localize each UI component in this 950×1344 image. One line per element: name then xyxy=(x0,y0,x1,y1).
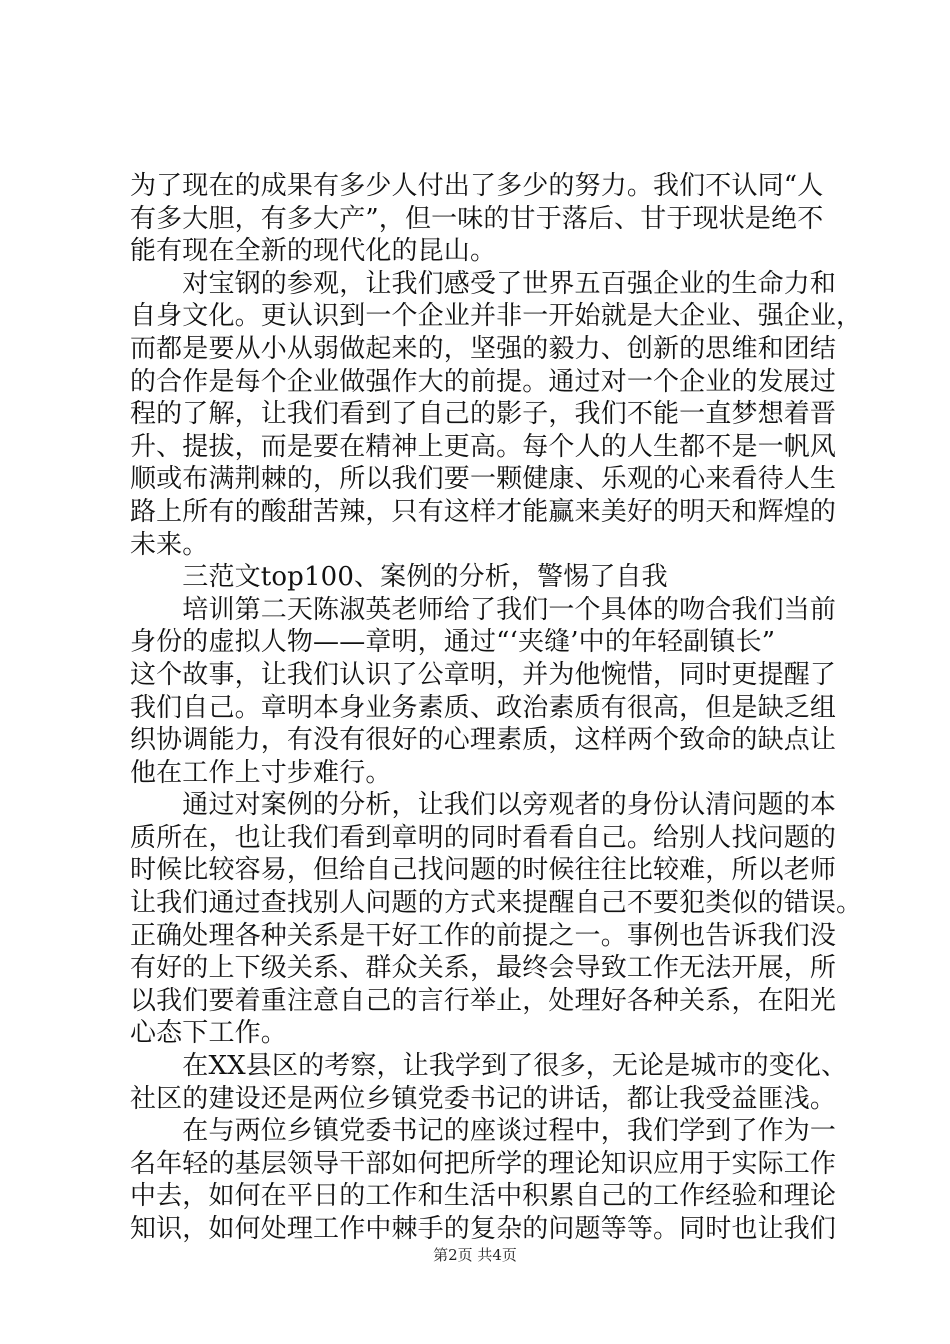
text-line: 质所在，也让我们看到章明的同时看看自己。给别人找问题的 xyxy=(130,822,837,853)
text-line: 对宝钢的参观，让我们感受了世界五百强企业的生命力和 xyxy=(130,268,837,299)
text-line: 这个故事，让我们认识了公章明，并为他惋惜，同时更提醒了 xyxy=(130,659,837,690)
text-line: 有多大胆，有多大产”，但一味的甘于落后、甘于现状是绝不 xyxy=(130,203,824,234)
text-line: 织协调能力，有没有很好的心理素质，这样两个致命的缺点让 xyxy=(130,725,837,756)
text-line: 顺或布满荆棘的，所以我们要一颗健康、乐观的心来看待人生 xyxy=(130,464,837,495)
text-line: 程的了解，让我们看到了自己的影子，我们不能一直梦想着晋 xyxy=(130,399,837,430)
text-line: 身份的虚拟人物——章明，通过“‘夹缝’中的年轻副镇长” xyxy=(130,627,776,658)
text-line: 自身文化。更认识到一个企业并非一开始就是大企业、强企业， xyxy=(130,301,863,332)
text-line: 让我们通过查找别人问题的方式来提醒自己不要犯类似的错误。 xyxy=(130,888,863,919)
text-line: 而都是要从小从弱做起来的，坚强的毅力、创新的思维和团结 xyxy=(130,333,837,364)
text-line: 正确处理各种关系是干好工作的前提之一。事例也告诉我们没 xyxy=(130,920,837,951)
document-body xyxy=(130,170,863,1246)
text-line: 路上所有的酸甜苦辣，只有这样才能赢来美好的明天和辉煌的 xyxy=(130,496,837,527)
text-line: 未来。 xyxy=(130,529,209,560)
text-line: 在XX县区的考察，让我学到了很多，无论是城市的变化、 xyxy=(130,1051,848,1082)
text-line: 有好的上下级关系、群众关系，最终会导致工作无法开展，所 xyxy=(130,953,837,984)
section-heading: 三范文top100、案例的分析，警惕了自我 xyxy=(130,562,668,593)
text-line: 社区的建设还是两位乡镇党委书记的讲话，都让我受益匪浅。 xyxy=(130,1083,837,1114)
text-line: 能有现在全新的现代化的昆山。 xyxy=(130,236,497,267)
text-line: 升、提拔，而是要在精神上更高。每个人的人生都不是一帆风 xyxy=(130,431,837,462)
text-line: 中去，如何在平日的工作和生活中积累自己的工作经验和理论 xyxy=(130,1181,837,1212)
text-line: 的合作是每个企业做强作大的前提。通过对一个企业的发展过 xyxy=(130,366,837,397)
text-line: 名年轻的基层领导干部如何把所学的理论知识应用于实际工作 xyxy=(130,1148,837,1179)
text-line: 知识，如何处理工作中棘手的复杂的问题等等。同时也让我们 xyxy=(130,1214,837,1244)
text-line: 通过对案例的分析，让我们以旁观者的身份认清问题的本 xyxy=(130,790,837,821)
text-line: 我们自己。章明本身业务素质、政治素质有很高，但是缺乏组 xyxy=(130,692,837,723)
page-number-footer: 第2页 共4页 xyxy=(433,1246,517,1264)
text-line: 他在工作上寸步难行。 xyxy=(130,757,392,788)
text-line: 心态下工作。 xyxy=(130,1018,287,1049)
text-line: 以我们要着重注意自己的言行举止，处理好各种关系，在阳光 xyxy=(130,985,837,1016)
text-line: 培训第二天陈淑英老师给了我们一个具体的吻合我们当前 xyxy=(130,594,837,625)
text-line: 时候比较容易，但给自己找问题的时候往往比较难，所以老师 xyxy=(130,855,837,886)
text-line: 为了现在的成果有多少人付出了多少的努力。我们不认同“人 xyxy=(130,171,824,201)
text-line: 在与两位乡镇党委书记的座谈过程中，我们学到了作为一 xyxy=(130,1116,837,1147)
